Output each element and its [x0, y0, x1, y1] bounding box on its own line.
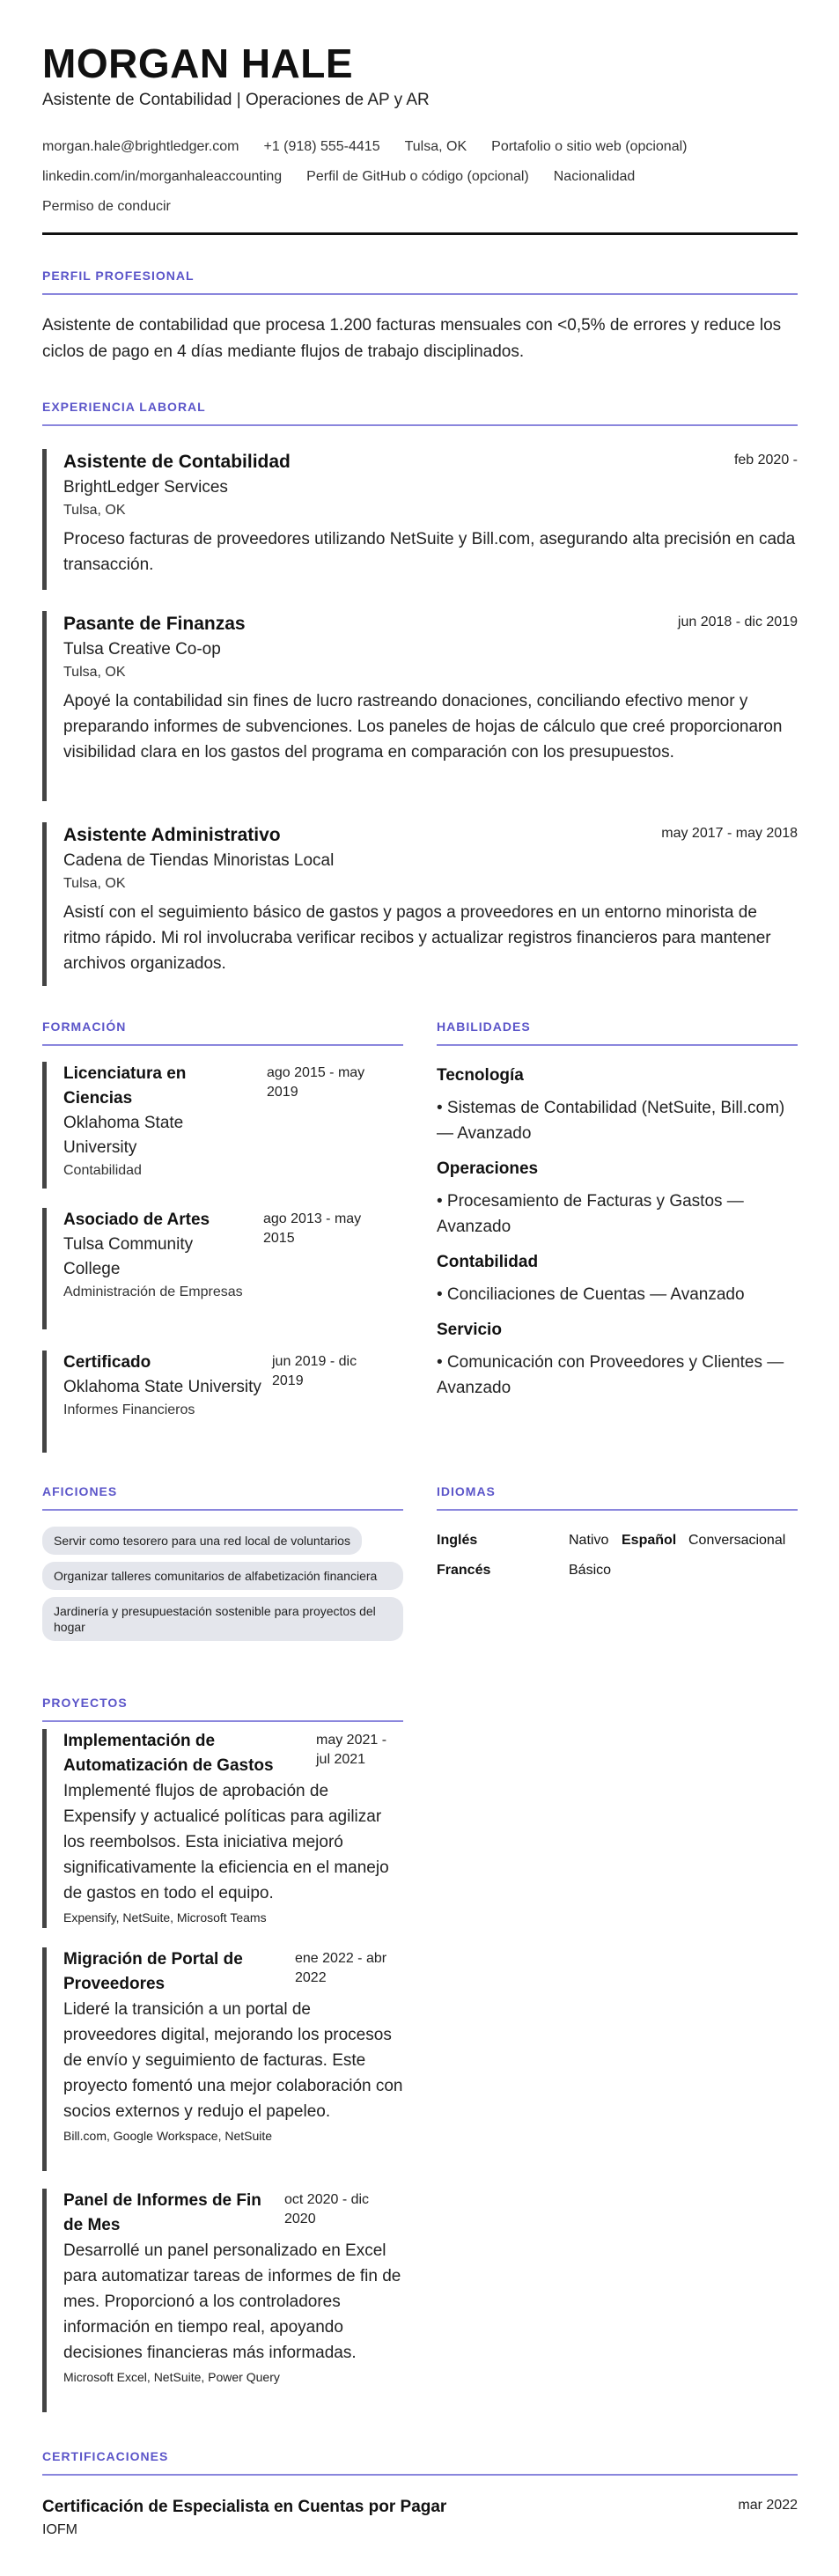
skill-category: Servicio: [437, 1321, 502, 1339]
hobby-tag: Jardinería y presupuestación sostenible para proyectos del hogar: [42, 1597, 403, 1641]
project-dates: ene 2022 - abr 2022: [295, 1951, 387, 1985]
education-item: [42, 1351, 403, 1453]
certification-issuer: IOFM: [42, 2522, 77, 2537]
contact-phone[interactable]: +1 (918) 555-4415: [263, 139, 380, 154]
section-rule: [42, 1509, 403, 1511]
section-rule: [42, 293, 798, 295]
skill-category: Tecnología: [437, 1066, 524, 1085]
contact-location: Tulsa, OK: [404, 139, 467, 154]
contact-portfolio[interactable]: Portafolio o sitio web (opcional): [491, 139, 688, 154]
section-title-languages: IDIOMAS: [437, 1484, 496, 1498]
project-name: Migración de Portal de Proveedores: [63, 1950, 243, 1993]
education-item: [42, 1062, 403, 1189]
experience-location: Tulsa, OK: [63, 503, 126, 518]
candidate-headline: Asistente de Contabilidad | Operaciones de AP y AR: [42, 91, 430, 109]
profile-summary: Asistente de contabilidad que procesa 1.200 facturas mensuales con <0,5% de errores y reduce los ciclos de pago en 4 días mediante flujos de trabajo disciplinados.: [42, 316, 782, 361]
section-title-hobbies: AFICIONES: [42, 1484, 118, 1498]
skills-list: [437, 1064, 798, 1411]
section-rule: [42, 1044, 403, 1046]
language-level: Básico: [569, 1563, 612, 1578]
experience-item: [42, 822, 798, 986]
education-degree: Certificado: [63, 1353, 151, 1372]
section-title-profile: PERFIL PROFESIONAL: [42, 269, 195, 283]
education-field: Informes Financieros: [63, 1402, 195, 1417]
skill-item: • Procesamiento de Facturas y Gastos — Avanzado: [437, 1192, 744, 1236]
education-item: [42, 1208, 403, 1329]
contact-linkedin[interactable]: linkedin.com/in/morganhaleaccounting: [42, 169, 283, 184]
experience-description: Asistí con el seguimiento básico de gastos y pagos a proveedores en un entorno minorista de ritmo rápido. Mi rol involucraba verificar recibos y actualizar registros financieros para mantener archivos organizados.: [63, 903, 771, 973]
project-technologies: Microsoft Excel, NetSuite, Power Query: [63, 2370, 280, 2384]
certification-date: mar 2022: [738, 2498, 798, 2513]
experience-dates: jun 2018 - dic 2019: [677, 615, 798, 629]
project-technologies: Bill.com, Google Workspace, NetSuite: [63, 2129, 273, 2143]
project-item: [42, 1947, 403, 2171]
education-school: Tulsa Community College: [63, 1235, 194, 1278]
skill-category: Operaciones: [437, 1159, 539, 1178]
section-rule: [42, 424, 798, 426]
education-degree: Asociado de Artes: [63, 1211, 210, 1229]
experience-role: Pasante de Finanzas: [63, 614, 246, 634]
contact-info: [42, 132, 798, 222]
contact-email[interactable]: morgan.hale@brightledger.com: [42, 139, 239, 154]
project-item: [42, 1729, 403, 1928]
education-field: Administración de Empresas: [63, 1284, 243, 1299]
experience-description: Apoyé la contabilidad sin fines de lucro rastreando donaciones, conciliando efectivo menor y preparando informes de subvenciones. Los paneles de hojas de cálculo que creé proporcionaron visibilidad clara en los gastos del programa en comparación con los presupuestos.: [63, 692, 783, 762]
language-name: Francés: [437, 1563, 491, 1578]
education-dates: jun 2019 - dic 2019: [272, 1354, 357, 1388]
project-description: Lideré la transición a un portal de proveedores digital, mejorando los procesos de envío y seguimiento de facturas. Este proyecto fomentó una mejor colaboración con socios externos y redujo el papeleo.: [63, 2000, 403, 2121]
certification-name: Certificación de Especialista en Cuentas por Pagar: [42, 2498, 447, 2516]
experience-dates: may 2017 - may 2018: [661, 826, 798, 841]
language-level: Conversacional: [688, 1533, 786, 1548]
language-name: Inglés: [437, 1533, 478, 1548]
education-field: Contabilidad: [63, 1163, 142, 1178]
experience-company: Cadena de Tiendas Minoristas Local: [63, 851, 335, 870]
skill-item: • Sistemas de Contabilidad (NetSuite, Bill.com) — Avanzado: [437, 1099, 785, 1143]
skill-item: • Comunicación con Proveedores y Clientes — Avanzado: [437, 1353, 784, 1397]
education-school: Oklahoma State University: [63, 1114, 184, 1157]
education-dates: ago 2013 - may 2015: [263, 1211, 362, 1246]
experience-company: Tulsa Creative Co-op: [63, 640, 221, 659]
section-title-certifications: CERTIFICACIONES: [42, 2449, 169, 2463]
contact-nationality: Nacionalidad: [553, 169, 636, 184]
hobby-tag: Servir como tesorero para una red local de voluntarios: [42, 1527, 362, 1555]
section-title-experience: EXPERIENCIA LABORAL: [42, 400, 206, 414]
section-rule: [437, 1509, 798, 1511]
project-name: Panel de Informes de Fin de Mes: [63, 2191, 261, 2234]
contact-github[interactable]: Perfil de GitHub o código (opcional): [306, 169, 529, 184]
section-title-projects: PROYECTOS: [42, 1696, 128, 1710]
candidate-name: MORGAN HALE: [42, 40, 354, 86]
experience-location: Tulsa, OK: [63, 876, 126, 891]
experience-location: Tulsa, OK: [63, 665, 126, 680]
skill-item: • Conciliaciones de Cuentas — Avanzado: [437, 1285, 745, 1304]
project-description: Desarrollé un panel personalizado en Excel para automatizar tareas de informes de fin de mes. Proporcionó a los controladores información en tiempo real, apoyando decisiones financieras más informadas.: [63, 2241, 401, 2362]
section-title-education: FORMACIÓN: [42, 1019, 127, 1034]
language-name: Español: [622, 1533, 677, 1548]
experience-company: BrightLedger Services: [63, 478, 228, 497]
section-rule: [42, 2474, 798, 2476]
project-name: Implementación de Automatización de Gastos: [63, 1732, 274, 1775]
experience-item: [42, 611, 798, 801]
experience-role: Asistente de Contabilidad: [63, 452, 291, 472]
experience-role: Asistente Administrativo: [63, 825, 281, 845]
education-degree: Licenciatura en Ciencias: [63, 1064, 187, 1108]
project-dates: may 2021 - jul 2021: [316, 1733, 387, 1767]
header-divider: [42, 232, 798, 235]
project-technologies: Expensify, NetSuite, Microsoft Teams: [63, 1910, 267, 1925]
project-description: Implementé flujos de aprobación de Expensify y actualicé políticas para agilizar los reembolsos. Esta iniciativa mejoró significativamente la eficiencia en el manejo de gastos en todo el equipo.: [63, 1782, 389, 1903]
experience-dates: feb 2020 -: [733, 453, 798, 467]
hobbies-list: [42, 1527, 403, 1648]
contact-license: Permiso de conducir: [42, 199, 171, 214]
experience-item: [42, 449, 798, 590]
skill-category: Contabilidad: [437, 1253, 539, 1271]
hobby-tag: Organizar talleres comunitarios de alfabetización financiera: [42, 1562, 403, 1590]
language-level: Nativo: [569, 1533, 609, 1548]
section-rule: [42, 1720, 403, 1722]
experience-description: Proceso facturas de proveedores utilizando NetSuite y Bill.com, asegurando alta precisión en cada transacción.: [63, 530, 796, 574]
education-dates: ago 2015 - may 2019: [267, 1065, 365, 1100]
section-title-skills: HABILIDADES: [437, 1019, 531, 1034]
education-school: Oklahoma State University: [63, 1378, 261, 1396]
section-rule: [437, 1044, 798, 1046]
project-item: [42, 2189, 403, 2412]
project-dates: oct 2020 - dic 2020: [284, 2192, 370, 2226]
